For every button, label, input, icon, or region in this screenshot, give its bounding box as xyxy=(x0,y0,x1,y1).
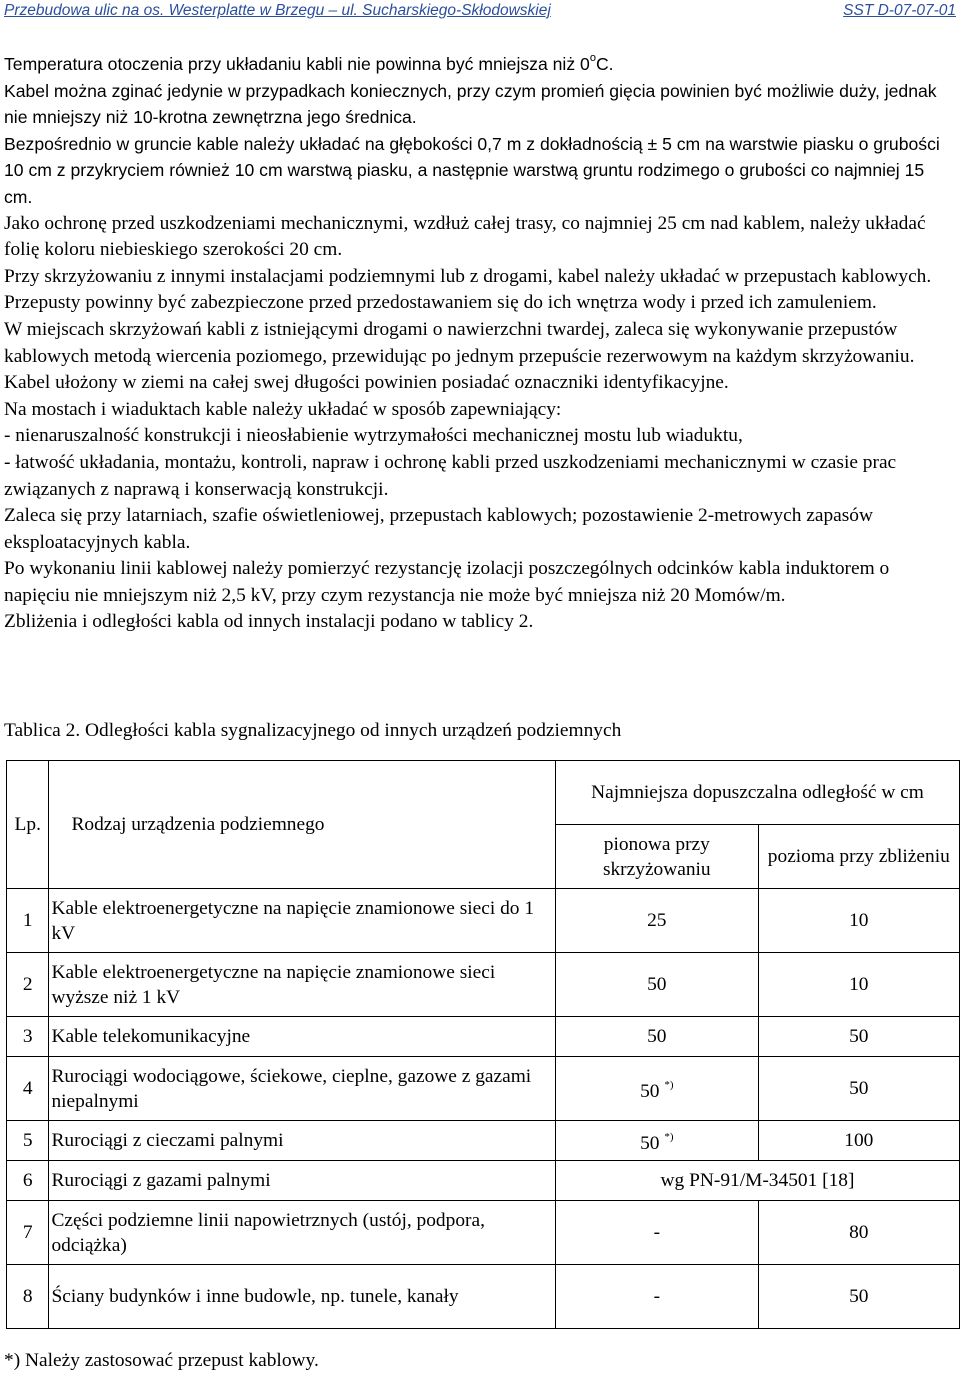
paragraph-protection: Jako ochronę przed uszkodzeniami mechanicznymi, wzdłuż całej trasy, co najmniej 25 cm nad kablem, należy układać folię koloru niebieskiego szerokości 20 cm. xyxy=(4,212,926,261)
paragraph-resistance: Po wykonaniu linii kablowej należy pomierzyć rezystancję izolacji poszczególnych odcinków kabla induktorem o napięciu nie mniejszym niż 2,5 kV, przy czym rezystancja nie może być mniejsza niż 20 Momów/m. xyxy=(4,558,890,606)
row-vertical: 50 xyxy=(555,1017,758,1057)
paragraph-temperature: Temperatura otoczenia przy układaniu kabli nie powinna być mniejsza niż 0$^o$C. xyxy=(4,52,614,74)
paragraph-table-ref: Zbliżenia i odległości kabla od innych instalacji podano w tablicy 2. xyxy=(4,611,534,633)
row-vertical: - xyxy=(555,1201,758,1265)
paragraph-reserves: Zaleca się przy latarniach, szafie oświetleniowej, przepustach kablowych; pozostawienie 2-metrowych zapasów eksploatacyjnych kabla. xyxy=(4,505,873,553)
paragraph-crossings: Przy skrzyżowaniu z innymi instalacjami podziemnymi lub z drogami, kabel należy układać w przepustach kablowych. Przepusty powinny być zabezpieczone przed przedostawaniem się do ich wnętrza wody i przed ich zamuleniem. xyxy=(4,265,932,314)
table-row xyxy=(7,1121,960,1161)
distance-table xyxy=(6,760,960,1329)
table-row xyxy=(7,953,960,1017)
row-merged-standard: wg PN-91/M-34501 [18] xyxy=(555,1161,959,1201)
row-horizontal: 10 xyxy=(758,889,959,953)
row-horizontal: 50 xyxy=(758,1017,959,1057)
row-horizontal: 50 xyxy=(758,1265,959,1329)
table-row xyxy=(7,1201,960,1265)
paragraph-drilling: W miejscach skrzyżowań kabli z istniejącymi drogami o nawierzchni twardej, zaleca się wykonywanie przepustów kablowych metodą wiercenia poziomego, przewidując po jednym przepuście rezerwowym na każdym skrzyżowaniu. xyxy=(4,318,915,367)
row-lp: 2 xyxy=(7,953,49,1017)
row-vertical: 25 xyxy=(555,889,758,953)
list-item-integrity: - nienaruszalność konstrukcji i nieosłabienie wytrzymałości mechanicznej mostu lub wiaduktu, xyxy=(4,425,743,447)
table-row xyxy=(7,1161,960,1201)
row-lp: 7 xyxy=(7,1201,49,1265)
paragraph-depth: Bezpośrednio w gruncie kable należy układać na głębokości 0,7 m z dokładnością ± 5 cm na warstwie piasku o grubości 10 cm z przykryciem również 10 cm warstwą piasku, a następnie warstwą gruntu rodzimego o grubości co najmniej 15 cm. xyxy=(4,133,940,207)
row-horizontal: 100 xyxy=(758,1121,959,1161)
table-footnote: *) Należy zastosować przepust kablowy. xyxy=(4,1350,319,1371)
row-device-name: Rurociągi wodociągowe, ściekowe, cieplne, gazowe z gazami niepalnymi xyxy=(49,1057,556,1121)
table-caption: Tablica 2. Odległości kabla sygnalizacyjnego od innych urządzeń podziemnych xyxy=(4,720,622,741)
header-vertical: pionowa przy skrzyżowaniu xyxy=(555,825,758,889)
row-horizontal: 10 xyxy=(758,953,959,1017)
header-device-type: Rodzaj urządzenia podziemnego xyxy=(49,761,556,889)
footnote-marker: *) xyxy=(664,1131,674,1143)
row-device-name: Kable elektroenergetyczne na napięcie znamionowe sieci wyższe niż 1 kV xyxy=(49,953,556,1017)
row-horizontal: 50 xyxy=(758,1057,959,1121)
table-row xyxy=(7,1017,960,1057)
header-lp: Lp. xyxy=(7,761,49,889)
row-lp: 4 xyxy=(7,1057,49,1121)
row-vertical: 50 *) xyxy=(555,1121,758,1161)
header-project-title: Przebudowa ulic na os. Westerplatte w Brzegu – ul. Sucharskiego-Skłodowskiej xyxy=(4,2,551,19)
row-vertical: 50 xyxy=(555,953,758,1017)
list-item-maintenance: - łatwość układania, montażu, kontroli, napraw i ochronę kabli przed uszkodzeniami mechanicznymi w czasie prac związanych z naprawą i konserwacją konstrukcji. xyxy=(4,451,897,500)
row-horizontal: 80 xyxy=(758,1201,959,1265)
row-device-name: Ściany budynków i inne budowle, np. tunele, kanały xyxy=(49,1265,556,1329)
header-spec-code: SST D-07-07-01 xyxy=(843,2,956,19)
footnote-marker: *) xyxy=(664,1079,674,1091)
row-device-name: Rurociągi z gazami palnymi xyxy=(49,1161,556,1201)
paragraph-bending: Kabel można zginać jedynie w przypadkach koniecznych, przy czym promień gięcia powinien być możliwie duży, jednak nie mniejszy niż 10-krotna zewnętrzna jego średnica. xyxy=(4,80,937,128)
row-lp: 1 xyxy=(7,889,49,953)
row-device-name: Części podziemne linii napowietrznych (ustój, podpora, odciążka) xyxy=(49,1201,556,1265)
row-lp: 6 xyxy=(7,1161,49,1201)
row-vertical: - xyxy=(555,1265,758,1329)
specification-text xyxy=(4,45,954,636)
row-device-name: Kable elektroenergetyczne na napięcie znamionowe sieci do 1 kV xyxy=(49,889,556,953)
row-lp: 8 xyxy=(7,1265,49,1329)
table-row xyxy=(7,889,960,953)
paragraph-bridges: Na mostach i wiaduktach kable należy układać w sposób zapewniający: xyxy=(4,398,562,420)
header-min-distance: Najmniejsza dopuszczalna odległość w cm xyxy=(555,761,959,825)
page-header xyxy=(0,0,960,24)
paragraph-markers: Kabel ułożony w ziemi na całej swej długości powinien posiadać oznaczniki identyfikacyjne. xyxy=(4,372,729,394)
table-row xyxy=(7,1057,960,1121)
row-device-name: Kable telekomunikacyjne xyxy=(49,1017,556,1057)
row-lp: 5 xyxy=(7,1121,49,1161)
row-vertical: 50 *) xyxy=(555,1057,758,1121)
row-device-name: Rurociągi z cieczami palnymi xyxy=(49,1121,556,1161)
table-header-row xyxy=(7,761,960,825)
table-row xyxy=(7,1265,960,1329)
header-horizontal: pozioma przy zbliżeniu xyxy=(758,825,959,889)
row-lp: 3 xyxy=(7,1017,49,1057)
